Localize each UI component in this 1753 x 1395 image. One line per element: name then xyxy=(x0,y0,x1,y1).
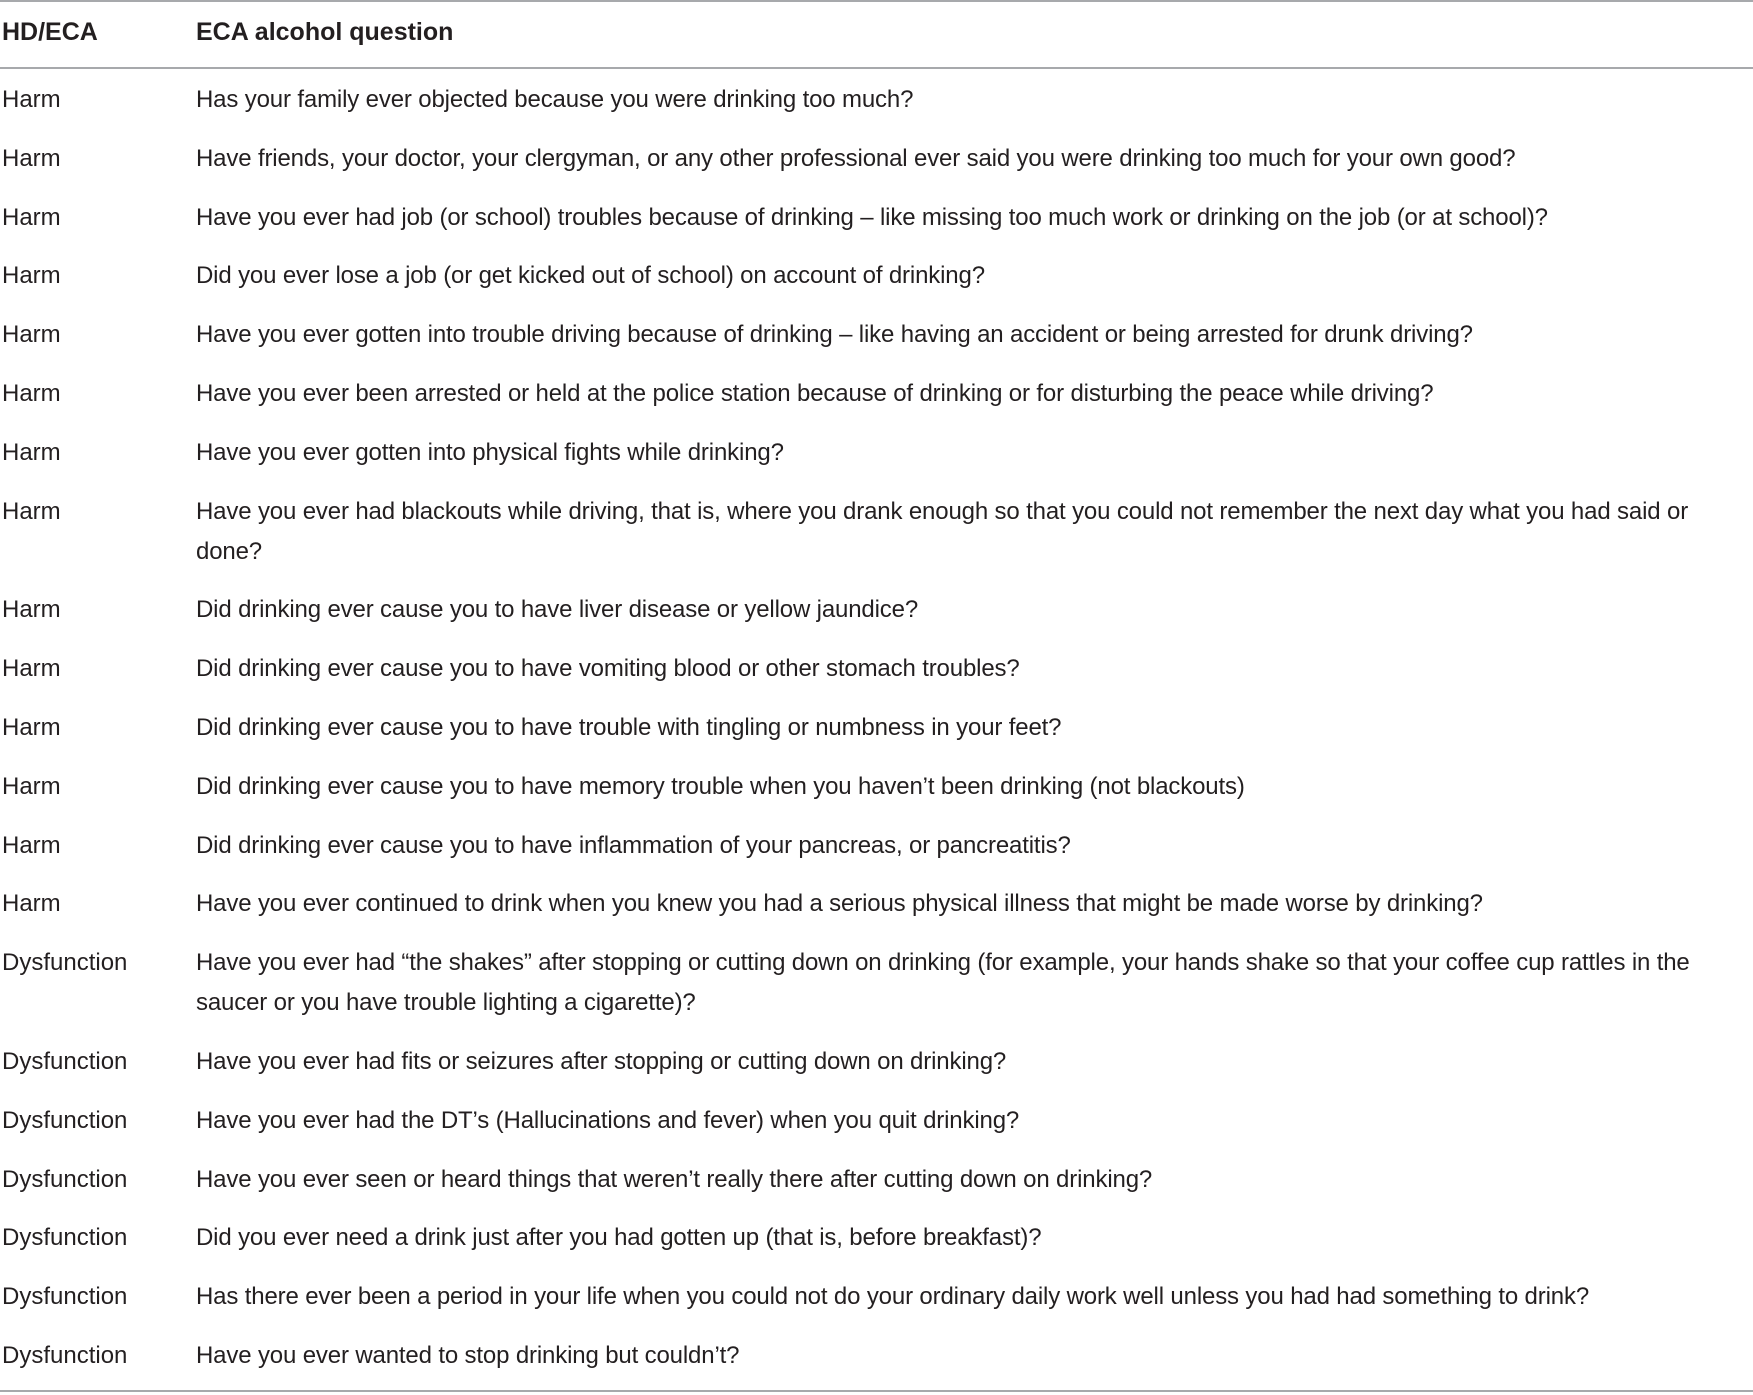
row-category: Harm xyxy=(2,655,61,683)
row-question: Did drinking ever cause you to have inflammation of your pancreas, or pancreatitis? xyxy=(196,831,1071,859)
row-question: Did drinking ever cause you to have memory trouble when you haven’t been drinking (not blackouts) xyxy=(196,772,1245,800)
row-category: Harm xyxy=(2,262,61,290)
row-question: Have you ever had job (or school) troubles because of drinking – like missing too much work or drinking on the job (or at school)? xyxy=(196,203,1548,231)
table-row xyxy=(0,826,1753,885)
header-rule xyxy=(0,67,1753,69)
row-question: Have you ever continued to drink when you knew you had a serious physical illness that might be made worse by drinking? xyxy=(196,890,1483,918)
row-category: Harm xyxy=(2,596,61,624)
row-category: Dysfunction xyxy=(2,1165,128,1193)
table-row xyxy=(0,590,1753,649)
row-category: Dysfunction xyxy=(2,1283,128,1311)
table-row xyxy=(0,374,1753,433)
table-row xyxy=(0,139,1753,198)
table-row xyxy=(0,198,1753,257)
row-question: Have you ever had the DT’s (Hallucinations and fever) when you quit drinking? xyxy=(196,1106,1020,1134)
row-category: Harm xyxy=(2,497,61,525)
table-row xyxy=(0,767,1753,826)
row-question: Have you ever gotten into physical fights while drinking? xyxy=(196,438,784,466)
table-top-rule xyxy=(0,0,1753,2)
row-category: Harm xyxy=(2,438,61,466)
table-row xyxy=(0,256,1753,315)
row-question: Did drinking ever cause you to have vomiting blood or other stomach troubles? xyxy=(196,655,1020,683)
table-row xyxy=(0,708,1753,767)
row-question: Has your family ever objected because you were drinking too much? xyxy=(196,86,914,113)
row-question: Did drinking ever cause you to have trouble with tingling or numbness in your feet? xyxy=(196,713,1062,741)
header-question: ECA alcohol question xyxy=(196,18,454,46)
row-category: Harm xyxy=(2,203,61,231)
table-row xyxy=(0,1101,1753,1160)
row-question: Have you ever had fits or seizures after stopping or cutting down on drinking? xyxy=(196,1047,1007,1075)
row-category: Dysfunction xyxy=(2,1106,128,1134)
row-question: Has there ever been a period in your life when you could not do your ordinary daily work well unless you had had something to drink? xyxy=(196,1283,1590,1311)
row-question: Have you ever had blackouts while driving, that is, where you drank enough so that you could not remember the next day what you had said or done? xyxy=(196,497,1689,565)
row-question: Did you ever lose a job (or get kicked out of school) on account of drinking? xyxy=(196,262,985,290)
table-row xyxy=(0,315,1753,374)
row-question: Have you ever been arrested or held at the police station because of drinking or for disturbing the peace while driving? xyxy=(196,379,1434,407)
row-category: Dysfunction xyxy=(2,1047,128,1075)
table-bottom-rule xyxy=(0,1390,1753,1392)
row-category: Dysfunction xyxy=(2,1224,128,1252)
row-question: Did you ever need a drink just after you had gotten up (that is, before breakfast)? xyxy=(196,1224,1042,1252)
table-row xyxy=(0,943,1753,1042)
table-row xyxy=(0,1160,1753,1219)
header-hd-eca: HD/ECA xyxy=(2,18,98,46)
table-header-row xyxy=(0,14,1753,54)
table-body xyxy=(0,80,1753,1395)
row-category: Harm xyxy=(2,890,61,918)
table-row xyxy=(0,884,1753,943)
row-category: Harm xyxy=(2,86,61,113)
row-question: Have you ever gotten into trouble driving because of drinking – like having an accident or being arrested for drunk driving? xyxy=(196,321,1473,349)
table-row xyxy=(0,492,1753,591)
table-row xyxy=(0,433,1753,492)
row-category: Harm xyxy=(2,379,61,407)
row-category: Harm xyxy=(2,831,61,859)
row-question: Have you ever wanted to stop drinking but couldn’t? xyxy=(196,1341,740,1369)
row-category: Harm xyxy=(2,321,61,349)
row-question: Did drinking ever cause you to have liver disease or yellow jaundice? xyxy=(196,596,919,624)
row-question: Have you ever had “the shakes” after stopping or cutting down on drinking (for example, your hands shake so that your coffee cup rattles in the saucer or you have trouble lighting a cigarette)? xyxy=(196,949,1690,1017)
table-row xyxy=(0,649,1753,708)
table-row xyxy=(0,1218,1753,1277)
row-question: Have you ever seen or heard things that weren’t really there after cutting down on drinking? xyxy=(196,1165,1153,1193)
table-row xyxy=(0,1336,1753,1395)
table-row xyxy=(0,1277,1753,1336)
table-row xyxy=(0,80,1753,139)
row-category: Harm xyxy=(2,772,61,800)
row-category: Harm xyxy=(2,713,61,741)
row-question: Have friends, your doctor, your clergyman, or any other professional ever said you were drinking too much for your own good? xyxy=(196,144,1516,172)
row-category: Dysfunction xyxy=(2,949,128,977)
row-category: Harm xyxy=(2,144,61,172)
row-category: Dysfunction xyxy=(2,1341,128,1369)
table-row xyxy=(0,1042,1753,1101)
